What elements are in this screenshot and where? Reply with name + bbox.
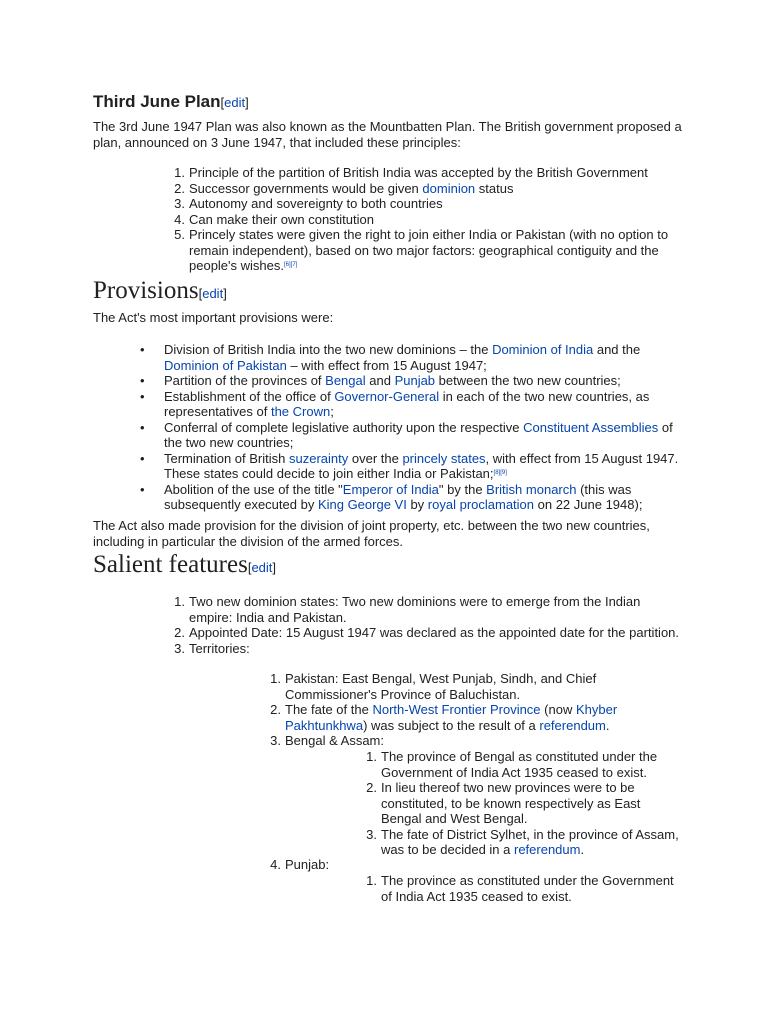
link-khyber-pakhtunkhwa[interactable]: Khyber Pakhtunkhwa xyxy=(285,702,618,733)
section-title: Salient features xyxy=(93,551,248,578)
list-item: • Conferral of complete legislative authority upon the respective Constituent Assemblies of the two new countries; xyxy=(140,419,673,450)
list-item: 1. Principle of the partition of British India was accepted by the British Government xyxy=(174,165,648,180)
list-item: 3. Bengal & Assam: xyxy=(270,733,384,748)
list-item: 1. The province of Bengal as constituted under the Government of India Act 1935 ceased to exist. xyxy=(366,749,658,780)
section-title: Third June Plan xyxy=(93,92,221,111)
list-item: 2. In lieu thereof two new provinces were to be constituted, to be known respectively as East Bengal and West Bengal. xyxy=(366,780,641,826)
citation-link[interactable]: [6][7] xyxy=(283,262,298,268)
link-referendum[interactable]: referendum xyxy=(539,717,606,733)
list-item: • Abolition of the use of the title "Emperor of India" by the British monarch (this was subsequently executed by King George VI by royal proclamation on 22 June 1948); xyxy=(140,481,643,512)
link-dominion-of-india[interactable]: Dominion of India xyxy=(492,342,594,357)
heading-salient-features: Salient features[edit] xyxy=(93,551,277,578)
list-item: 5. Princely states were given the right to join either India or Pakistan (with no option to remain independent), based on two major factors: geographical contiguity and the people's wishes.[6][7] xyxy=(174,227,669,273)
list-item: 4. Can make their own constitution xyxy=(174,211,374,227)
link-referendum[interactable]: referendum xyxy=(513,842,581,857)
heading-provisions: Provisions[edit] xyxy=(93,277,227,304)
edit-link[interactable]: edit xyxy=(251,560,273,575)
list-item: 3. The fate of District Sylhet, in the province of Assam, was to be decided in a referendum. xyxy=(366,826,679,857)
provisions-outro: The Act also made provision for the division of joint property, etc. between the two new countries, including in particular the division of the armed forces. xyxy=(93,518,650,549)
list-item: 2. Successor governments would be given dominion status xyxy=(174,180,514,196)
list-item: 1. The province as constituted under the Government of India Act 1935 ceased to exist. xyxy=(366,873,674,904)
provisions-intro: The Act's most important provisions were: xyxy=(93,310,334,325)
link-punjab[interactable]: Punjab xyxy=(394,373,436,388)
list-item: • Division of British India into the two new dominions – the Dominion of India and the Dominion of Pakistan – with effect from 15 August 1947; xyxy=(140,342,641,373)
salient-features-list xyxy=(174,594,680,656)
bullet-icon: • xyxy=(140,388,145,404)
bullet-icon: • xyxy=(140,419,145,435)
link-governor-general[interactable]: Governor-General xyxy=(334,388,440,404)
link-constituent-assemblies[interactable]: Constituent Assemblies xyxy=(523,419,659,435)
citation-link[interactable]: [8][9] xyxy=(493,470,507,476)
link-king-george-vi[interactable]: King George VI xyxy=(317,497,407,512)
list-item: 4. Punjab: xyxy=(270,857,330,872)
list-item: 3. Autonomy and sovereignty to both countries xyxy=(174,196,443,211)
list-item: • Termination of British suzerainty over the princely states, with effect from 15 August 1947. These states could decide to join either India or Pakistan;[8][9] xyxy=(140,450,679,481)
list-item: 1. Two new dominion states: Two new dominions were to emerge from the Indian empire: India and Pakistan. xyxy=(174,594,641,625)
territories-list-continued xyxy=(270,857,645,873)
bengal-assam-list xyxy=(366,749,681,858)
link-dominion-of-pakistan[interactable]: Dominion of Pakistan xyxy=(164,357,287,373)
list-item: 2. Appointed Date: 15 August 1947 was declared as the appointed date for the partition. xyxy=(174,625,680,640)
bullet-icon: • xyxy=(140,373,145,388)
link-suzerainty[interactable]: suzerainty xyxy=(289,450,349,466)
edit-link[interactable]: edit xyxy=(202,286,224,301)
third-june-intro: The 3rd June 1947 Plan was also known as the Mountbatten Plan. The British government proposed a plan, announced on 3 June 1947, that included these principles: xyxy=(93,119,682,150)
link-bengal[interactable]: Bengal xyxy=(325,373,366,388)
list-item: 2. The fate of the North-West Frontier Province (now Khyber Pakhtunkhwa) was subject to the result of a referendum. xyxy=(270,702,618,733)
edit-link[interactable]: edit xyxy=(224,95,246,110)
link-emperor-of-india[interactable]: Emperor of India xyxy=(342,481,439,497)
bullet-icon: • xyxy=(140,481,145,497)
link-princely-states[interactable]: princely states xyxy=(402,450,486,466)
link-the-crown[interactable]: the Crown xyxy=(270,404,331,419)
punjab-list xyxy=(366,873,681,904)
bullet-icon: • xyxy=(140,450,145,466)
list-item: 3. Territories: xyxy=(174,640,250,656)
section-title: Provisions xyxy=(93,277,199,304)
provisions-list xyxy=(140,342,679,513)
list-item: • Establishment of the office of Governor-General in each of the two new countries, as representatives of the Crown; xyxy=(140,388,650,419)
bullet-icon: • xyxy=(140,342,145,357)
link-british-monarch[interactable]: British monarch xyxy=(486,481,577,497)
territories-list xyxy=(270,671,645,749)
heading-third-june-plan: Third June Plan[edit] xyxy=(93,92,249,111)
link-north-west-frontier-province[interactable]: North-West Frontier Province xyxy=(372,702,541,717)
list-item: • Partition of the provinces of Bengal and Punjab between the two new countries; xyxy=(140,373,621,388)
link-royal-proclamation[interactable]: royal proclamation xyxy=(427,497,535,512)
third-june-list xyxy=(174,165,679,274)
link-dominion[interactable]: dominion xyxy=(422,180,476,196)
list-item: 1. Pakistan: East Bengal, West Punjab, Sindh, and Chief Commissioner's Province of Baluchistan. xyxy=(270,671,597,702)
